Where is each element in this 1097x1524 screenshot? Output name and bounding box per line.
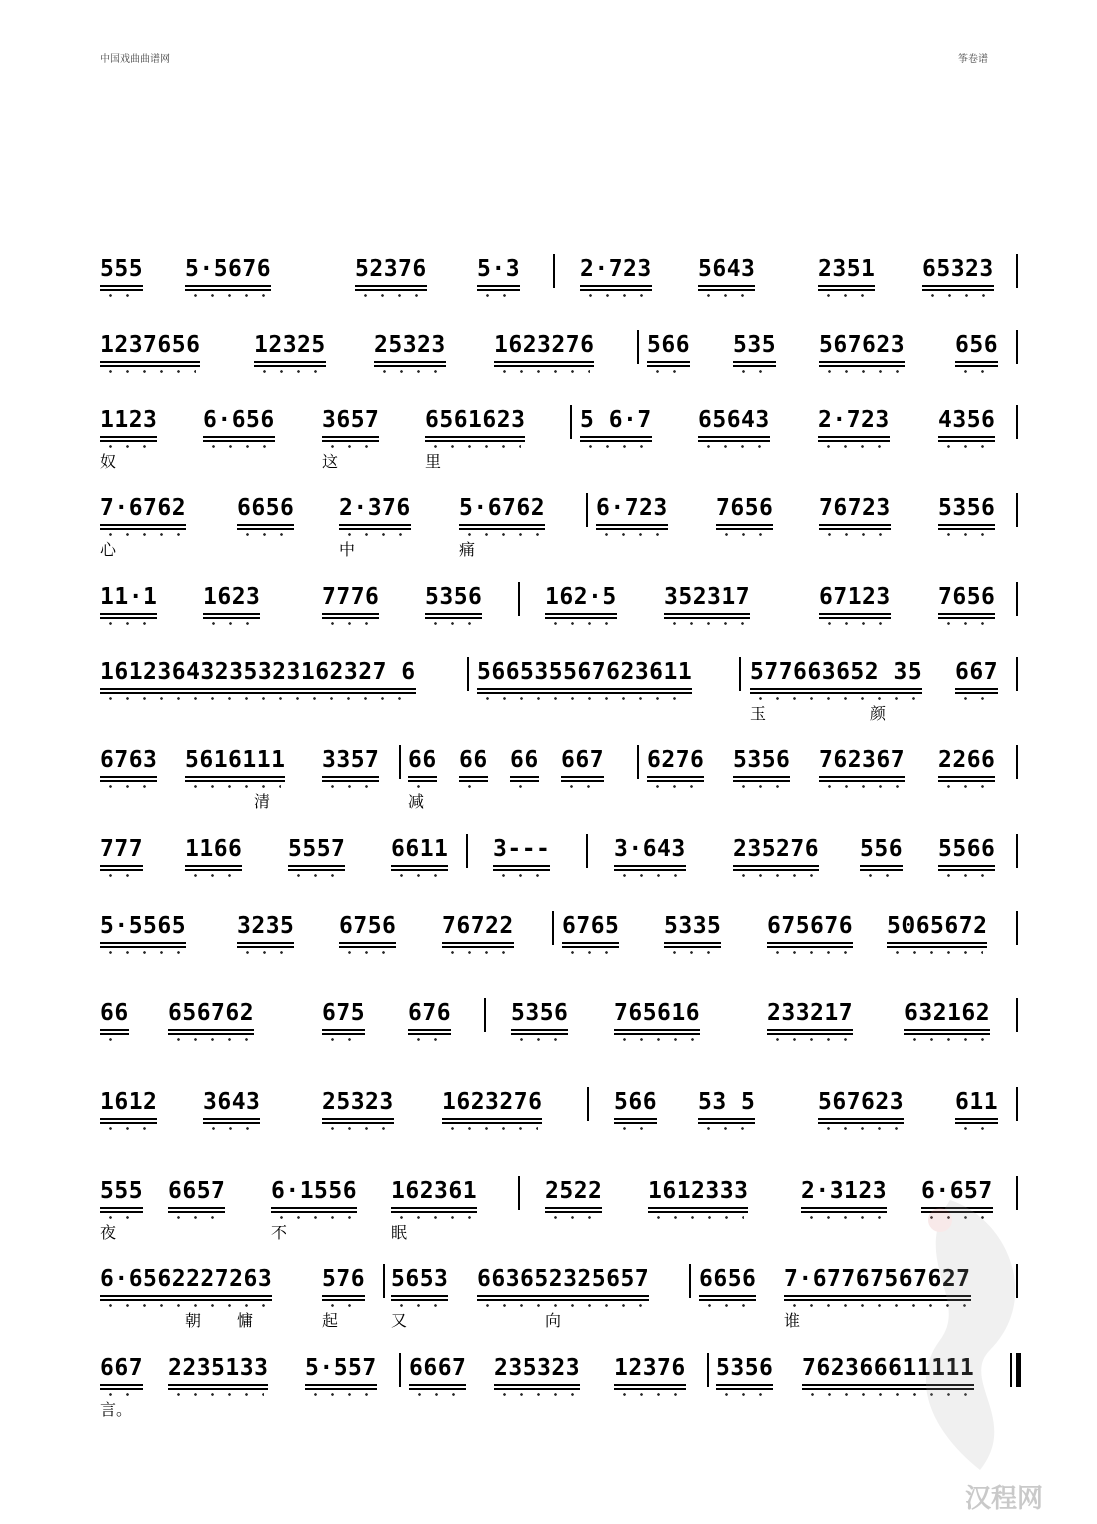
note-group: 1623	[203, 582, 260, 620]
note-group: 765616	[614, 998, 700, 1036]
note-group: 676	[408, 998, 451, 1036]
note-group: 535	[733, 330, 776, 368]
score-line	[0, 745, 1097, 815]
note-group: 6·1556	[271, 1176, 357, 1214]
bar-line	[689, 1264, 691, 1298]
note-group: 235323	[494, 1353, 580, 1391]
note-group: 5·5676	[185, 254, 271, 292]
note-group: 6·6562227263	[100, 1264, 272, 1302]
note-group: 5643	[698, 254, 755, 292]
bar-line	[1016, 254, 1018, 288]
note-group: 2·376	[339, 493, 411, 531]
note-group: 1612	[100, 1087, 157, 1125]
note-group: 667	[955, 657, 998, 695]
note-group: 566	[614, 1087, 657, 1125]
note-group: 5653	[391, 1264, 448, 1302]
lyric-char: 不	[271, 1223, 288, 1242]
note-group: 675	[322, 998, 365, 1036]
bar-line	[552, 911, 554, 945]
note-group: 352317	[664, 582, 750, 620]
note-group: 6561623	[425, 405, 525, 443]
lyric-char: 谁	[784, 1311, 801, 1330]
note-group: 5356	[511, 998, 568, 1036]
note-group: 632162	[904, 998, 990, 1036]
lyric-char: 心	[100, 540, 117, 559]
lyric-char: 颜	[870, 704, 887, 723]
bar-line	[586, 834, 588, 868]
note-group: 7656	[716, 493, 773, 531]
note-group: 2351	[818, 254, 875, 292]
bar-line	[553, 254, 555, 288]
note-group: 1623276	[494, 330, 594, 368]
note-group: 656	[955, 330, 998, 368]
note-group: 53 5	[698, 1087, 755, 1125]
note-group: 2235133	[168, 1353, 268, 1391]
lyric-char: 起	[322, 1311, 339, 1330]
score-line	[0, 998, 1097, 1068]
bar-line	[399, 1353, 401, 1387]
note-group: 6657	[168, 1176, 225, 1214]
note-group: 6611	[391, 834, 448, 872]
note-group: 5356	[425, 582, 482, 620]
note-group: 66	[100, 998, 129, 1036]
note-group: 6656	[237, 493, 294, 531]
bar-line	[1016, 405, 1018, 439]
note-group: 2·3123	[801, 1176, 887, 1214]
bar-line	[637, 330, 639, 364]
lyric-char: 向	[545, 1311, 562, 1330]
note-group: 1623276	[442, 1087, 542, 1125]
note-group: 667	[100, 1353, 143, 1391]
note-group: 5566	[938, 834, 995, 872]
watermark-text: 汉程网	[965, 1484, 1044, 1514]
note-group: 3643	[203, 1087, 260, 1125]
note-group: 5·5565	[100, 911, 186, 949]
note-group: 16123643235323162327 6	[100, 657, 416, 695]
note-group: 3657	[322, 405, 379, 443]
note-group: 66	[459, 745, 488, 783]
score-line	[0, 254, 1097, 324]
note-group: 65643	[698, 405, 770, 443]
note-group: 7·6762	[100, 493, 186, 531]
note-group: 5·6762	[459, 493, 545, 531]
note-group: 555	[100, 254, 143, 292]
note-group: 6276	[647, 745, 704, 783]
note-group: 6656	[699, 1264, 756, 1302]
note-group: 67123	[819, 582, 891, 620]
note-group: 5356	[733, 745, 790, 783]
note-group: 5557	[288, 834, 345, 872]
score-line	[0, 657, 1097, 727]
note-group: 5·557	[305, 1353, 377, 1391]
lyric-char: 夜	[100, 1223, 117, 1242]
bar-line	[383, 1264, 385, 1298]
note-group: 11·1	[100, 582, 157, 620]
note-group: 6·723	[596, 493, 668, 531]
note-group: 6765	[562, 911, 619, 949]
note-group: 567623	[818, 1087, 904, 1125]
note-group: 5356	[716, 1353, 773, 1391]
bar-line	[1016, 657, 1018, 691]
score-line	[0, 582, 1097, 652]
lyric-char: 又	[391, 1311, 408, 1330]
note-group: 566535567623611	[477, 657, 692, 695]
bar-line	[399, 745, 401, 779]
note-group: 2·723	[580, 254, 652, 292]
note-group: 3---	[493, 834, 550, 872]
note-group: 162·5	[545, 582, 617, 620]
note-group: 611	[955, 1087, 998, 1125]
note-group: 555	[100, 1176, 143, 1214]
note-group: 12325	[254, 330, 326, 368]
score-line	[0, 405, 1097, 475]
note-group: 5·3	[477, 254, 520, 292]
note-group: 2266	[938, 745, 995, 783]
note-group: 566	[647, 330, 690, 368]
lyric-char: 慵	[237, 1311, 254, 1330]
bar-line	[466, 834, 468, 868]
note-group: 5335	[664, 911, 721, 949]
note-group: 6·657	[921, 1176, 993, 1214]
note-group: 5616111	[185, 745, 285, 783]
note-group: 6763	[100, 745, 157, 783]
note-group: 1237656	[100, 330, 200, 368]
note-group: 25323	[322, 1087, 394, 1125]
note-group: 1166	[185, 834, 242, 872]
lyric-char: 奴	[100, 452, 117, 471]
note-group: 762366611111	[802, 1353, 974, 1391]
note-group: 656762	[168, 998, 254, 1036]
note-group: 76722	[442, 911, 514, 949]
note-group: 777	[100, 834, 143, 872]
bar-line	[570, 405, 572, 439]
note-group: 3235	[237, 911, 294, 949]
note-group: 663652325657	[477, 1264, 649, 1302]
note-group: 7·67767567627	[784, 1264, 971, 1302]
note-group: 762367	[819, 745, 905, 783]
bar-line	[467, 657, 469, 691]
note-group: 2522	[545, 1176, 602, 1214]
bar-line	[1016, 582, 1018, 616]
note-group: 65323	[922, 254, 994, 292]
note-group: 567623	[819, 330, 905, 368]
lyric-char: 朝	[185, 1311, 202, 1330]
note-group: 2·723	[818, 405, 890, 443]
note-group: 7776	[322, 582, 379, 620]
bar-line	[587, 1087, 589, 1121]
bar-line	[1016, 998, 1018, 1032]
note-group: 3·643	[614, 834, 686, 872]
bar-line	[1016, 1087, 1018, 1121]
note-group: 12376	[614, 1353, 686, 1391]
lyric-char: 中	[339, 540, 356, 559]
note-group: 7656	[938, 582, 995, 620]
note-group: 4356	[938, 405, 995, 443]
bar-line	[707, 1353, 709, 1387]
lyric-char: 这	[322, 452, 339, 471]
lyric-char: 言。	[100, 1400, 133, 1419]
note-group: 577663652 35	[750, 657, 922, 695]
note-group: 235276	[733, 834, 819, 872]
bar-line	[1016, 330, 1018, 364]
note-group: 576	[322, 1264, 365, 1302]
note-group: 52376	[355, 254, 427, 292]
lyric-char: 玉	[750, 704, 767, 723]
bar-line	[484, 998, 486, 1032]
note-group: 66	[408, 745, 437, 783]
lyric-char: 里	[425, 452, 442, 471]
note-group: 5065672	[887, 911, 987, 949]
note-group: 1612333	[648, 1176, 748, 1214]
bar-line	[1016, 911, 1018, 945]
bar-line	[739, 657, 741, 691]
note-group: 675676	[767, 911, 853, 949]
bar-line	[1016, 493, 1018, 527]
note-group: 25323	[374, 330, 446, 368]
bar-line	[518, 582, 520, 616]
lyric-char: 减	[408, 792, 425, 811]
lyric-char: 眠	[391, 1223, 408, 1242]
score-line	[0, 834, 1097, 904]
note-group: 5356	[938, 493, 995, 531]
bar-line	[1016, 745, 1018, 779]
lyric-char: 痛	[459, 540, 476, 559]
bar-line	[1016, 834, 1018, 868]
note-group: 556	[860, 834, 903, 872]
note-group: 6667	[409, 1353, 466, 1391]
note-group: 1123	[100, 405, 157, 443]
note-group: 3357	[322, 745, 379, 783]
lyric-char: 清	[254, 792, 271, 811]
note-group: 76723	[819, 493, 891, 531]
site-header-right: 筝卷谱	[958, 54, 988, 65]
note-group: 6·656	[203, 405, 275, 443]
note-group: 5 6·7	[580, 405, 652, 443]
score-line	[0, 330, 1097, 400]
score-line	[0, 493, 1097, 563]
note-group: 233217	[767, 998, 853, 1036]
bar-line	[586, 493, 588, 527]
brush-watermark-icon	[870, 1180, 1070, 1480]
note-group: 162361	[391, 1176, 477, 1214]
score-line	[0, 911, 1097, 981]
score-line	[0, 1087, 1097, 1157]
note-group: 66	[510, 745, 539, 783]
bar-line	[518, 1176, 520, 1210]
bar-line	[637, 745, 639, 779]
site-header-left: 中国戏曲曲谱网	[100, 54, 170, 65]
note-group: 667	[561, 745, 604, 783]
note-group: 6756	[339, 911, 396, 949]
